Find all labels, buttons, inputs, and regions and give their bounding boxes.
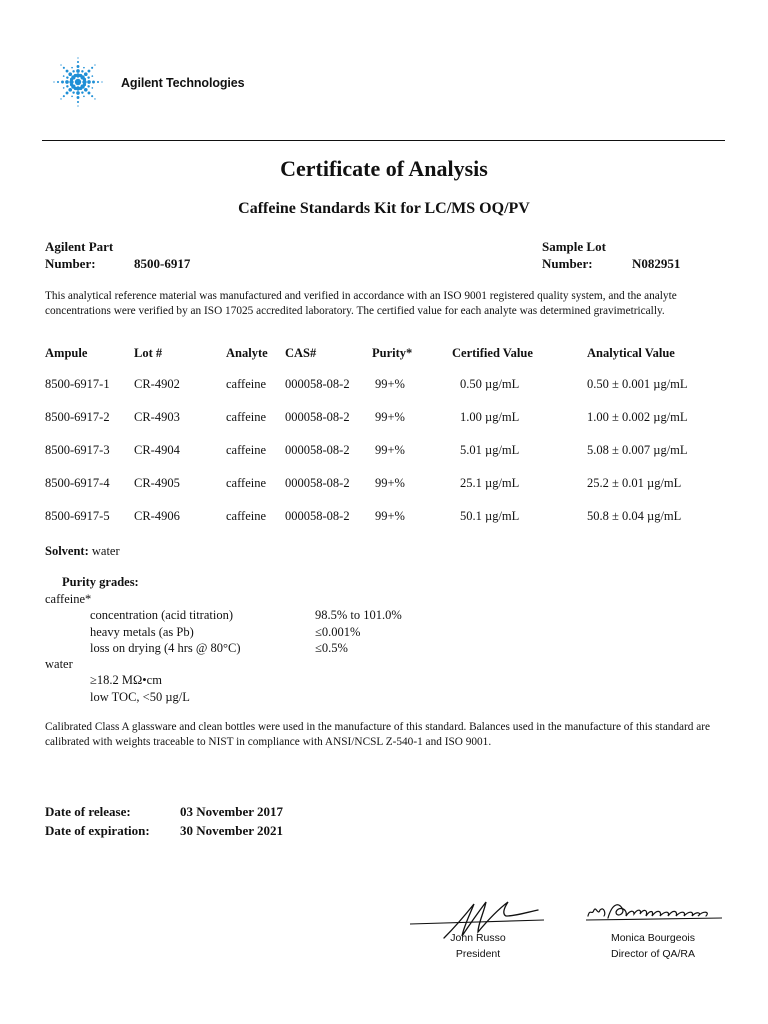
table-cell-ampule: 8500-6917-1 [45, 377, 110, 391]
brand-name: Agilent Technologies [121, 76, 245, 90]
table-cell-cas: 000058-08-2 [285, 476, 350, 490]
table-cell-analytical-value: 5.08 ± 0.007 µg/mL [587, 443, 688, 457]
table-cell-certified-value: 0.50 µg/mL [460, 377, 520, 391]
table-cell-purity: 99+% [375, 476, 405, 490]
sample-lot-number: N082951 [632, 256, 681, 271]
table-header-ampule: Ampule [45, 346, 88, 360]
table-cell-analyte: caffeine [226, 377, 267, 391]
table-cell-certified-value: 5.01 µg/mL [460, 443, 520, 457]
table-header-purity: Purity* [372, 346, 413, 360]
table-cell-purity: 99+% [375, 509, 405, 523]
table-cell-cas: 000058-08-2 [285, 443, 350, 457]
table-cell-lot: CR-4905 [134, 476, 180, 490]
signature-monica-bourgeois [582, 896, 728, 936]
table-cell-analytical-value: 50.8 ± 0.04 µg/mL [587, 509, 682, 523]
table-cell-purity: 99+% [375, 377, 405, 391]
purity-item-name: heavy metals (as Pb) [90, 624, 194, 639]
table-cell-certified-value: 25.1 µg/mL [460, 476, 520, 490]
part-label-line2: Number: [45, 256, 96, 271]
purity-water-label: water [45, 657, 73, 671]
table-header-analyte: Analyte [226, 346, 268, 360]
table-cell-lot: CR-4904 [134, 443, 180, 457]
table-cell-cas: 000058-08-2 [285, 377, 350, 391]
signer-title-2: Director of QA/RA [610, 948, 696, 960]
table-header-analytical-value: Analytical Value [587, 346, 675, 360]
table-header-certified-value: Certified Value [452, 346, 533, 360]
purity-item-value: ≤0.001% [315, 624, 361, 639]
table-cell-lot: CR-4903 [134, 410, 180, 424]
purity-item-value: 98.5% to 101.0% [315, 608, 402, 622]
purity-item-value: ≤0.5% [315, 641, 348, 655]
table-cell-certified-value: 1.00 µg/mL [460, 410, 520, 424]
sample-lot-label-line2: Number: [542, 256, 593, 271]
agilent-spark-icon [53, 56, 103, 108]
solvent-label: Solvent: [45, 544, 89, 558]
table-cell-ampule: 8500-6917-5 [45, 509, 110, 523]
table-cell-purity: 99+% [375, 410, 405, 424]
purity-water-item: low TOC, <50 µg/L [90, 689, 190, 704]
solvent-value: water [91, 544, 120, 558]
release-label: Date of release: [45, 804, 131, 819]
table-cell-analyte: caffeine [226, 443, 267, 457]
table-cell-purity: 99+% [375, 443, 405, 457]
table-header-lot: Lot # [134, 346, 163, 360]
table-cell-ampule: 8500-6917-3 [45, 443, 110, 457]
signer-name-1: John Russo [450, 932, 506, 944]
table-cell-lot: CR-4906 [134, 509, 180, 523]
calibration-paragraph: Calibrated Class A glassware and clean bottles were used in the manufacture of this standard. Balances used in the manufacture of this standard are calibrated with weights traceable to NIST in compliance with ANSI/NCSL Z-540-1 and ISO 9001. [45, 721, 711, 748]
sample-lot-label-line1: Sample Lot [542, 239, 606, 254]
purity-heading: Purity grades: [62, 575, 139, 589]
header-divider [42, 140, 725, 141]
part-number: 8500-6917 [134, 256, 191, 271]
table-cell-analyte: caffeine [226, 410, 267, 424]
solvent-line [45, 544, 120, 559]
table-cell-ampule: 8500-6917-2 [45, 410, 110, 424]
purity-water-item: ≥18.2 MΩ•cm [90, 673, 162, 687]
purity-caffeine-label: caffeine* [45, 592, 92, 606]
page-subtitle: Caffeine Standards Kit for LC/MS OQ/PV [238, 200, 530, 217]
table-cell-certified-value: 50.1 µg/mL [460, 509, 520, 523]
table-cell-analytical-value: 1.00 ± 0.002 µg/mL [587, 410, 688, 424]
signer-name-2: Monica Bourgeois [610, 932, 696, 944]
table-cell-analyte: caffeine [226, 476, 267, 490]
table-cell-cas: 000058-08-2 [285, 509, 350, 523]
expiration-label: Date of expiration: [45, 823, 150, 838]
expiration-date: 30 November 2021 [180, 823, 284, 838]
intro-paragraph: This analytical reference material was manufactured and verified in accordance with an ISO 9001 registered quality system, and the analyte concentrations were verified by an ISO 17025 accredited laboratory. The certified value for each analyte was determined gravimetrically. [45, 290, 677, 317]
table-cell-ampule: 8500-6917-4 [45, 476, 110, 490]
table-cell-analytical-value: 25.2 ± 0.01 µg/mL [587, 476, 682, 490]
purity-item-name: loss on drying (4 hrs @ 80°C) [90, 641, 241, 655]
table-cell-analyte: caffeine [226, 509, 267, 523]
table-header-cas: CAS# [285, 346, 317, 360]
part-label-line1: Agilent Part [45, 239, 114, 254]
table-cell-cas: 000058-08-2 [285, 410, 350, 424]
table-cell-analytical-value: 0.50 ± 0.001 µg/mL [587, 377, 688, 391]
table-cell-lot: CR-4902 [134, 377, 180, 391]
page-title: Certificate of Analysis [280, 156, 488, 181]
signer-title-1: President [455, 948, 501, 960]
release-date: 03 November 2017 [180, 804, 284, 819]
purity-item-name: concentration (acid titration) [90, 608, 233, 622]
